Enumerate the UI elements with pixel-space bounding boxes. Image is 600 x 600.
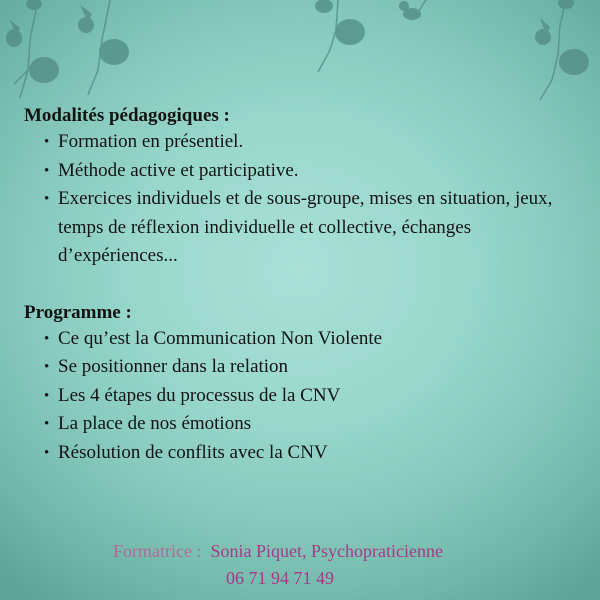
flower-branch-icon <box>6 0 59 98</box>
list-item: • Méthode active et participative. <box>44 157 584 186</box>
trainer-phone: 06 71 94 71 49 <box>226 568 334 588</box>
trainer-name: Sonia Piquet, Psychopraticienne <box>210 541 443 561</box>
list-item: • Formation en présentiel. <box>44 128 584 157</box>
list-item: • La place de nos émotions <box>44 410 584 439</box>
list-item: • Exercices individuels et de sous-groupe, mises en situation, jeux, temps de réflexion individuelle et collective, échanges d’expériences... <box>44 185 584 271</box>
flower-branch-icon <box>399 0 426 20</box>
trainer-label: Formatrice : <box>113 541 202 561</box>
flower-branch-icon <box>78 0 129 95</box>
flower-branch-icon <box>315 0 365 72</box>
flower-branch-icon <box>535 0 589 100</box>
bullet-list <box>24 128 584 271</box>
list-item: • Résolution de conflits avec la CNV <box>44 439 584 468</box>
list-item: • Se positionner dans la relation <box>44 353 584 382</box>
bullet-list <box>24 325 584 468</box>
section-modalites <box>24 104 584 271</box>
trainer-line <box>113 538 443 565</box>
section-heading: Programme : <box>24 301 132 323</box>
section-programme <box>24 301 584 468</box>
section-heading: Modalités pédagogiques : <box>24 105 230 126</box>
list-item: • Ce qu’est la Communication Non Violente <box>44 325 584 354</box>
hanging-flower-branches-icon <box>0 0 600 110</box>
main-content <box>24 104 584 467</box>
list-item: • Les 4 étapes du processus de la CNV <box>44 382 584 411</box>
